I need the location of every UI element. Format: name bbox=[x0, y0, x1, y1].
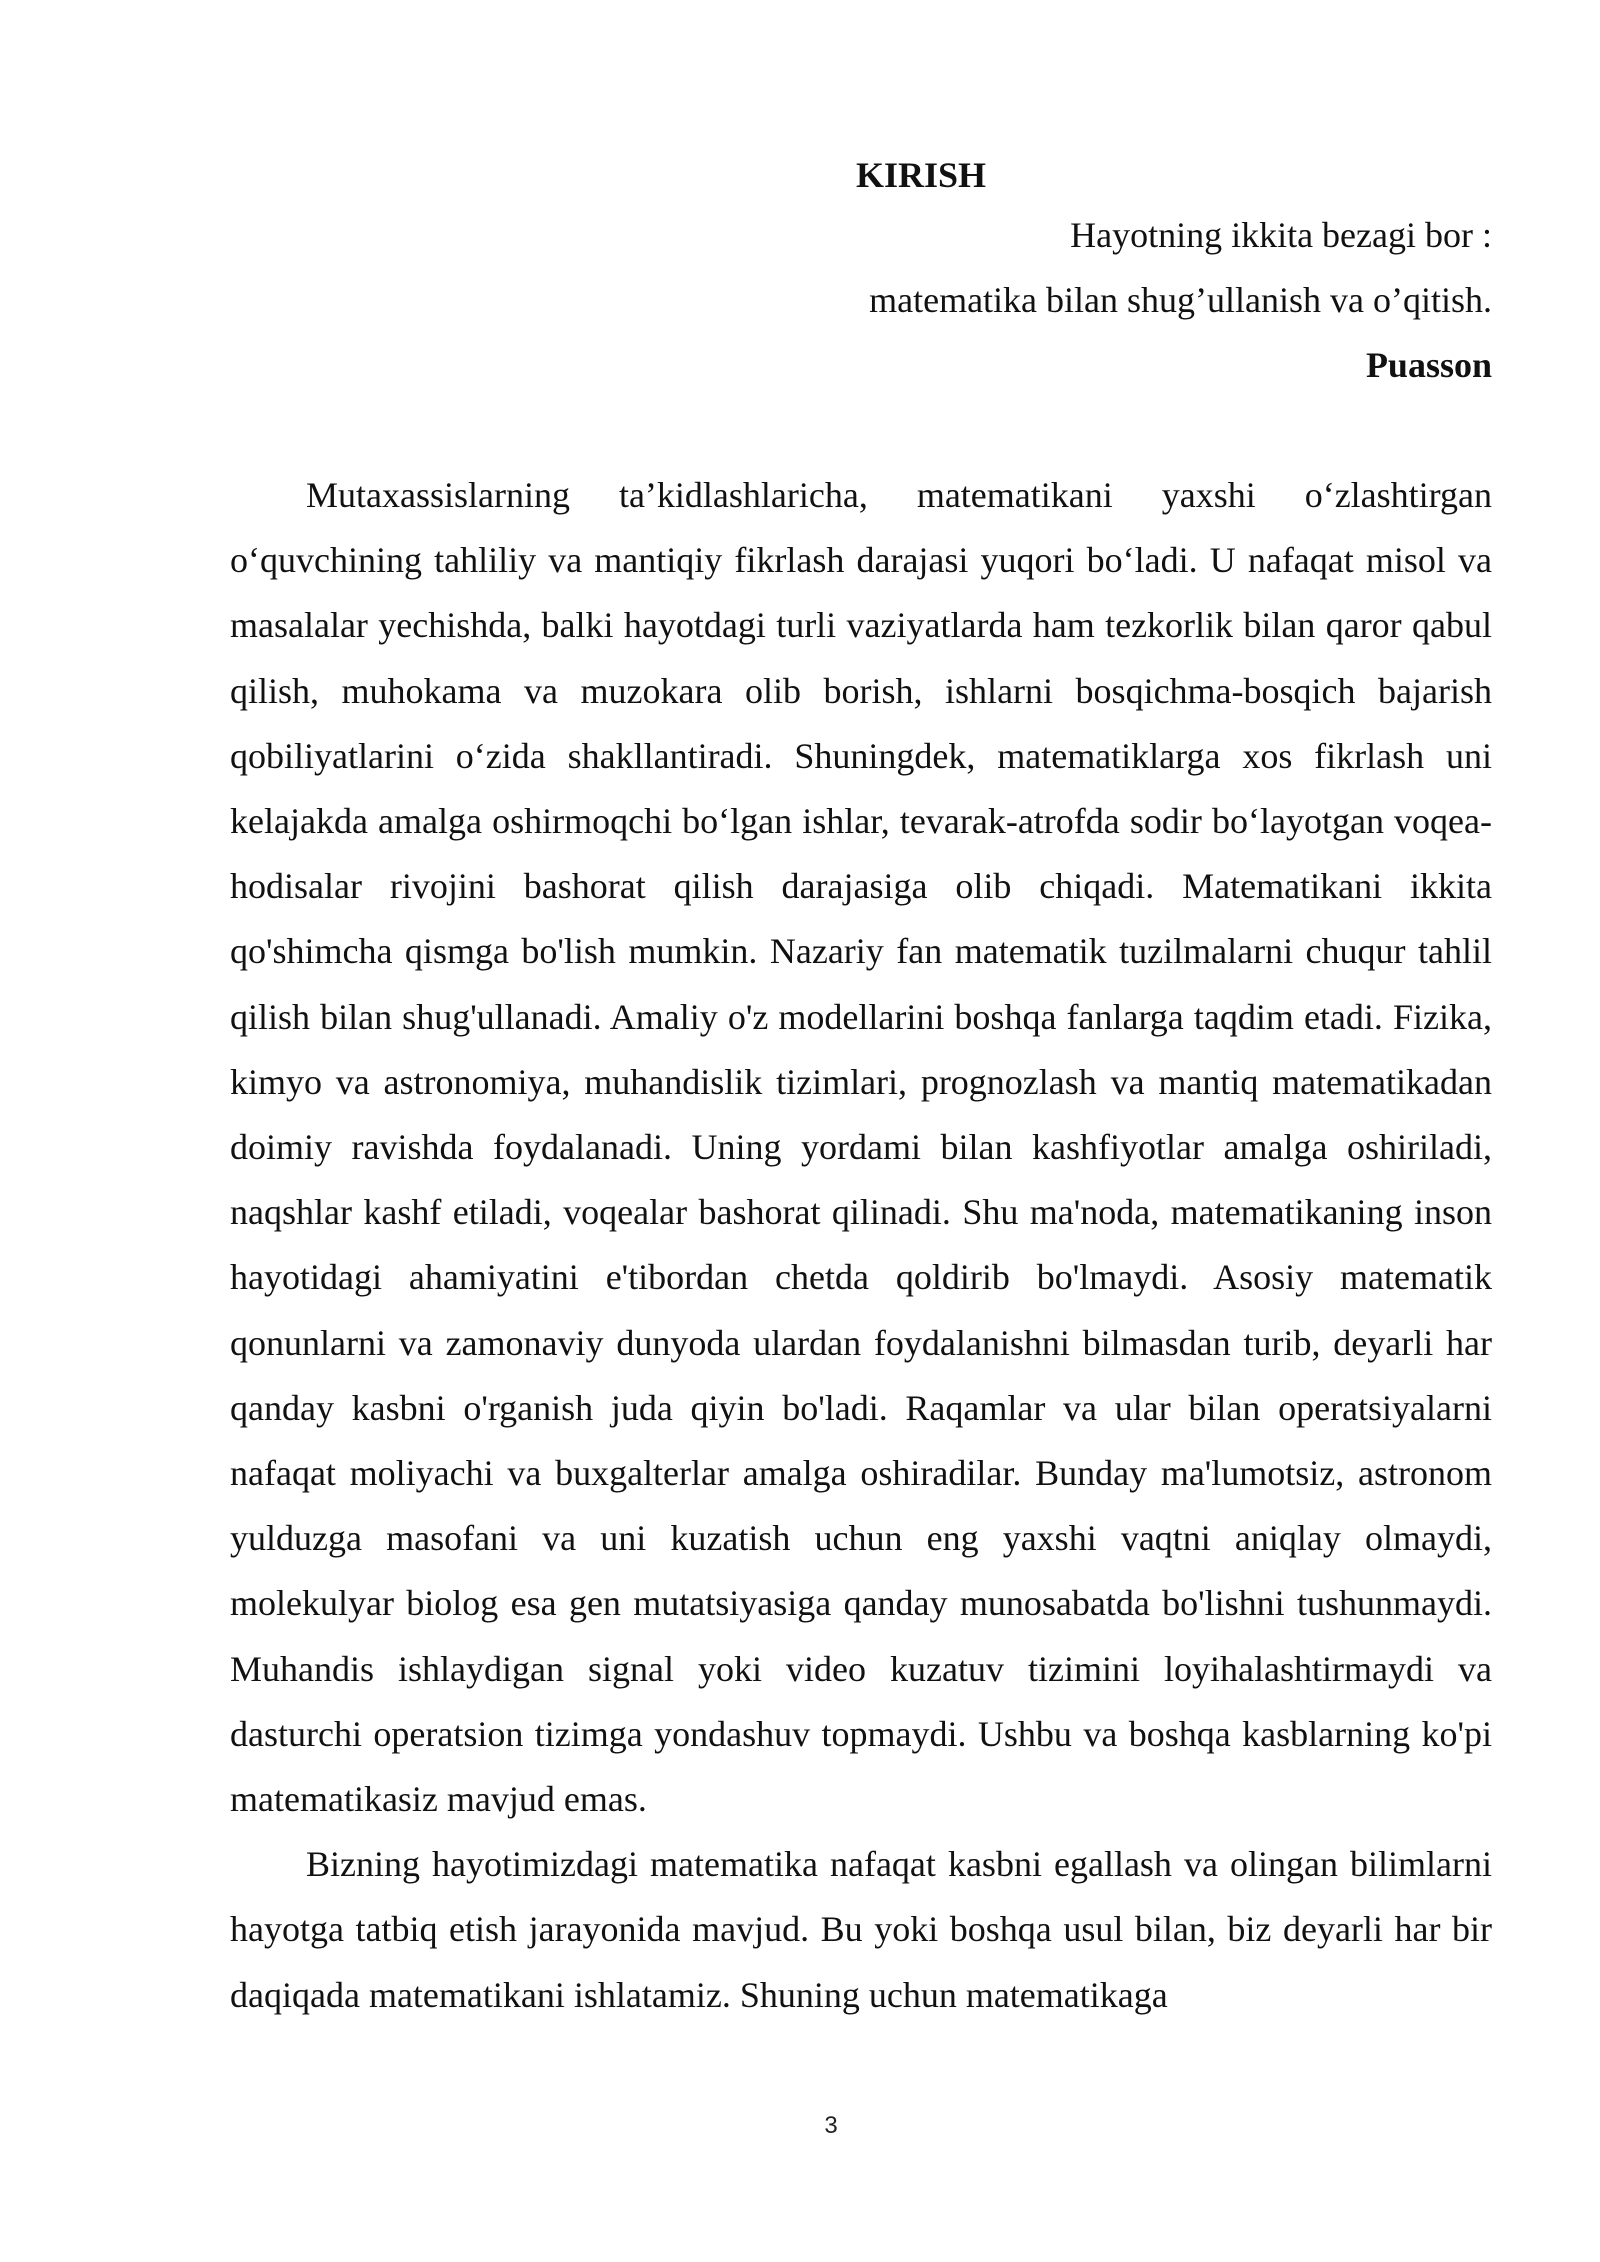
epigraph bbox=[230, 203, 1492, 398]
epigraph-line-2: matematika bilan shug’ullanish va o’qitish. bbox=[869, 280, 1492, 320]
page-title: KIRISH bbox=[855, 155, 987, 195]
page-content bbox=[230, 148, 1492, 2028]
body-text bbox=[230, 463, 1492, 2028]
paragraph-2: Bizning hayotimizdagi matematika nafaqat kasbni egallash va olingan bilimlarni hayotga tatbiq etish jarayonida mavjud. Bu yoki boshqa usul bilan, biz deyarli har bir daqiqada matematikani ishlatamiz. Shuning uchun matematikaga bbox=[230, 1844, 1492, 2015]
page-number: 3 bbox=[824, 2112, 838, 2139]
epigraph-line-1: Hayotning ikkita bezagi bor : bbox=[1070, 215, 1492, 255]
epigraph-author: Puasson bbox=[1365, 345, 1492, 385]
paragraph-1: Mutaxassislarning ta’kidlashlaricha, matematikani yaxshi o‘zlashtirgan o‘quvchining tahliliy va mantiqiy fikrlash darajasi yuqori bo‘ladi. U nafaqat misol va masalalar yechishda, balki hayotdagi turli vaziyatlarda ham tezkorlik bilan qaror qabul qilish, muhokama va muzokara olib borish, ishlarni bosqichma-bosqich bajarish qobiliyatlarini o‘zida shakllantiradi. Shuningdek, matematiklarga xos fikrlash uni kelajakda amalga oshirmoqchi bo‘lgan ishlar, tevarak-atrofda sodir bo‘layotgan voqea-hodisalar rivojini bashorat qilish darajasiga olib chiqadi. Matematikani ikkita qo'shimcha qismga bo'lish mumkin. Nazariy fan matematik tuzilmalarni chuqur tahlil qilish bilan shug'ullanadi. Amaliy o'z modellarini boshqa fanlarga taqdim etadi. Fizika, kimyo va astronomiya, muhandislik tizimlari, prognozlash va mantiq matematikadan doimiy ravishda foydalanadi. Uning yordami bilan kashfiyotlar amalga oshiriladi, naqshlar kashf etiladi, voqealar bashorat qilinadi. Shu ma'noda, matematikaning inson hayotidagi ahamiyatini e'tibordan chetda qoldirib bo'lmaydi. Asosiy matematik qonunlarni va zamonaviy dunyoda ulardan foydalanishni bilmasdan turib, deyarli har qanday kasbni o'rganish juda qiyin bo'ladi. Raqamlar va ular bilan operatsiyalarni nafaqat moliyachi va buxgalterlar amalga oshiradilar. Bunday ma'lumotsiz, astronom yulduzga masofani va uni kuzatish uchun eng yaxshi vaqtni aniqlay olmaydi, molekulyar biolog esa gen mutatsiyasiga qanday munosabatda bo'lishni tushunmaydi. Muhandis ishlaydigan signal yoki video kuzatuv tizimini loyihalashtirmaydi va dasturchi operatsion tizimga yondashuv topmaydi. Ushbu va boshqa kasblarning ko'pi matematikasiz mavjud emas. bbox=[230, 475, 1492, 1820]
